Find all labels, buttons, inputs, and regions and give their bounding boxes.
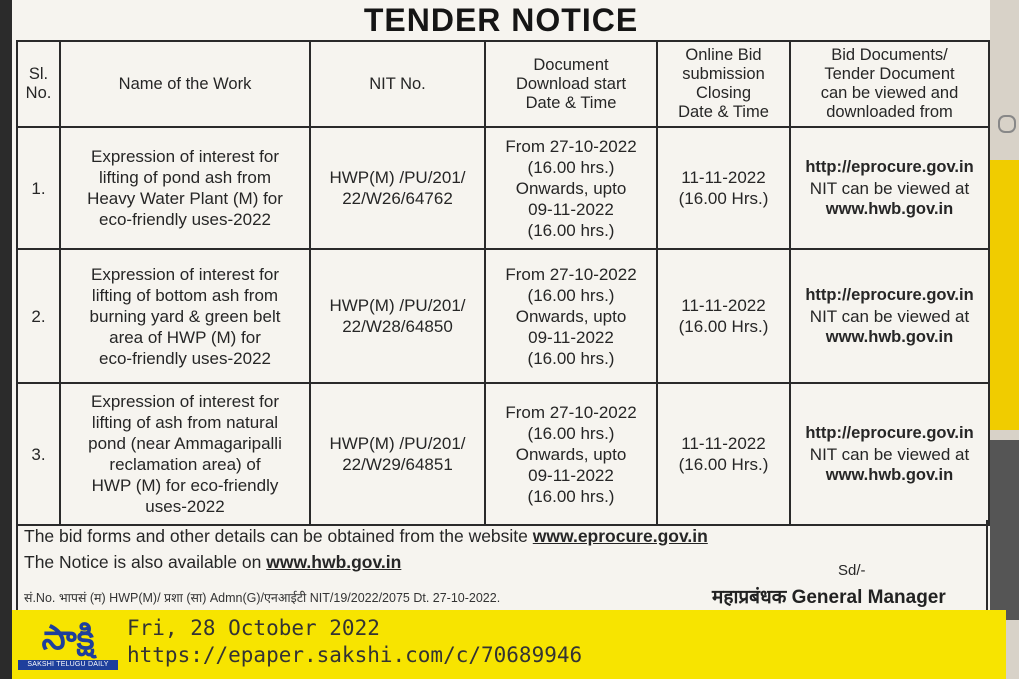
row-work-name: Expression of interest for lifting of bottom ash from burning yard & green belt area of HWP (M) for eco-friendly uses-2022 xyxy=(60,249,310,383)
table-row xyxy=(17,383,989,525)
table-header-row xyxy=(17,41,989,127)
source-banner xyxy=(12,610,1006,679)
table-row xyxy=(17,127,989,249)
row-sl-no: 3. xyxy=(17,383,60,525)
background-dark-block xyxy=(990,440,1019,620)
row-bid-documents xyxy=(790,249,989,383)
column-header-nit-no: NIT No. xyxy=(310,41,485,127)
eprocure-link[interactable]: http://eprocure.gov.in xyxy=(805,423,974,442)
footer-text-1: The bid forms and other details can be obtained from the website xyxy=(24,526,533,546)
row-work-name: Expression of interest for lifting of ash from natural pond (near Ammagaripalli reclamation area) of HWP (M) for eco-friendly uses-2022 xyxy=(60,383,310,525)
notice-title: TENDER NOTICE xyxy=(363,2,639,38)
row-bid-closing: 11-11-2022 (16.00 Hrs.) xyxy=(657,127,790,249)
row-download-start: From 27-10-2022 (16.00 hrs.) Onwards, upto 09-11-2022 (16.00 hrs.) xyxy=(485,383,657,525)
left-background-strip xyxy=(0,0,12,679)
column-header-sl-no: Sl. No. xyxy=(17,41,60,127)
eprocure-link[interactable]: http://eprocure.gov.in xyxy=(805,285,974,304)
table-row xyxy=(17,249,989,383)
column-header-download-start: Document Download start Date & Time xyxy=(485,41,657,127)
row-bid-closing: 11-11-2022 (16.00 Hrs.) xyxy=(657,383,790,525)
row-work-name: Expression of interest for lifting of pond ash from Heavy Water Plant (M) for eco-friendly uses-2022 xyxy=(60,127,310,249)
publication-date: Fri, 28 October 2022 xyxy=(127,616,380,640)
view-note: NIT can be viewed at xyxy=(809,306,970,326)
footer-line-1 xyxy=(24,526,708,547)
logo-wordmark: సాక్షి xyxy=(41,618,95,658)
row-bid-documents xyxy=(790,383,989,525)
row-download-start: From 27-10-2022 (16.00 hrs.) Onwards, upto 09-11-2022 (16.00 hrs.) xyxy=(485,249,657,383)
column-header-bid-closing: Online Bid submission Closing Date & Time xyxy=(657,41,790,127)
notice-footer xyxy=(16,520,988,610)
signature-mark: Sd/- xyxy=(838,562,866,579)
row-nit-no: HWP(M) /PU/201/ 22/W28/64850 xyxy=(310,249,485,383)
hwb-link[interactable]: www.hwb.gov.in xyxy=(825,199,954,218)
row-bid-closing: 11-11-2022 (16.00 Hrs.) xyxy=(657,249,790,383)
tender-table xyxy=(16,40,990,526)
footer-text-2: The Notice is also available on xyxy=(24,552,267,572)
row-bid-documents xyxy=(790,127,989,249)
newspaper-clipping xyxy=(12,0,990,610)
view-note: NIT can be viewed at xyxy=(809,444,970,464)
right-background-strip xyxy=(990,0,1019,679)
row-download-start: From 27-10-2022 (16.00 hrs.) Onwards, upto 09-11-2022 (16.00 hrs.) xyxy=(485,127,657,249)
sakshi-logo xyxy=(18,618,118,674)
source-url[interactable]: https://epaper.sakshi.com/c/70689946 xyxy=(127,643,583,667)
eprocure-website-link[interactable]: www.eprocure.gov.in xyxy=(532,526,708,546)
row-nit-no: HWP(M) /PU/201/ 22/W26/64762 xyxy=(310,127,485,249)
hwb-link[interactable]: www.hwb.gov.in xyxy=(825,465,954,484)
background-yellow-block xyxy=(990,160,1019,430)
logo-tagline: SAKSHI TELUGU DAILY xyxy=(18,660,118,670)
background-circle-icon xyxy=(998,115,1016,133)
hwb-website-link[interactable]: www.hwb.gov.in xyxy=(266,552,402,572)
view-note: NIT can be viewed at xyxy=(809,178,970,198)
row-nit-no: HWP(M) /PU/201/ 22/W29/64851 xyxy=(310,383,485,525)
eprocure-link[interactable]: http://eprocure.gov.in xyxy=(805,157,974,176)
footer-line-2 xyxy=(24,552,401,573)
row-sl-no: 2. xyxy=(17,249,60,383)
column-header-bid-documents: Bid Documents/ Tender Document can be viewed and downloaded from xyxy=(790,41,989,127)
row-sl-no: 1. xyxy=(17,127,60,249)
column-header-name-of-work: Name of the Work xyxy=(60,41,310,127)
designation: महाप्रबंधक General Manager xyxy=(712,587,946,608)
reference-number: सं.No. भापसं (म) HWP(M)/ प्रशा (सा) Admn(G)/एनआईटी NIT/19/2022/2075 Dt. 27-10-2022. xyxy=(24,591,501,605)
hwb-link[interactable]: www.hwb.gov.in xyxy=(825,327,954,346)
